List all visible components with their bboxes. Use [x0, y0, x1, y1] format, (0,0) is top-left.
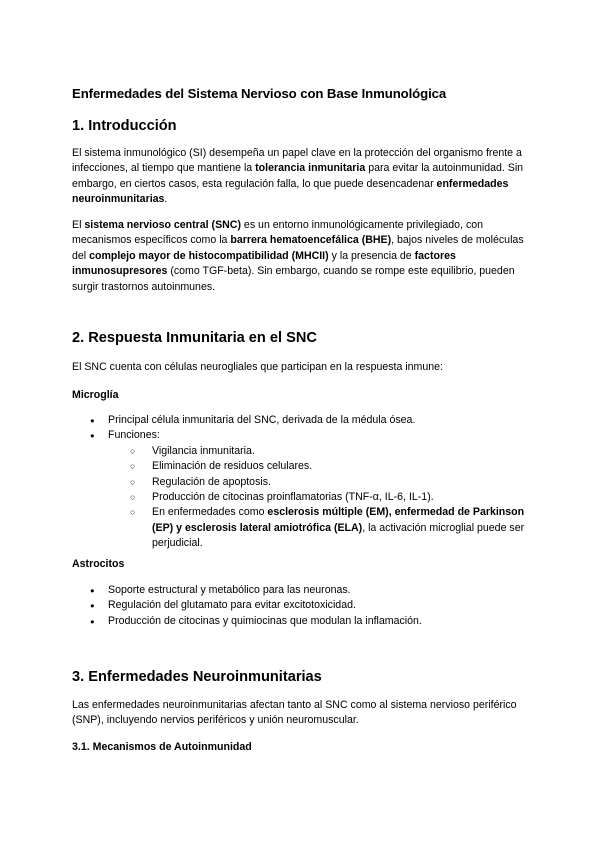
document-title: Enfermedades del Sistema Nervioso con Base Inmunológica	[72, 86, 447, 101]
text-run: Producción de citocinas proinflamatorias (TNF-α, IL-6, IL-1).	[152, 491, 434, 504]
microglia-list	[90, 413, 530, 552]
section-3-paragraph: Las enfermedades neuroinmunitarias afectan tanto al SNC como al sistema nervioso periférico (SNP), incluyendo nervios periféricos y unión neuromuscular.	[72, 699, 517, 727]
list-item: ● Principal célula inmunitaria del SNC, derivada de la médula ósea.	[90, 413, 530, 428]
text-run: .	[164, 193, 168, 206]
list-item: ● Regulación del glutamato para evitar excitotoxicidad.	[90, 598, 530, 613]
list-item-label: Funciones:	[108, 429, 160, 442]
text-run: es un entorno inmunológicamente privilegiado, con mecanismos específicos como la	[72, 219, 484, 247]
text-run: (como TGF-beta). Sin embargo, cuando se rompe este equilibrio, pueden surgir trastornos autoinmunes.	[72, 265, 515, 293]
sub-list-item	[130, 444, 530, 459]
bold-term: sistema nervioso central (SNC)	[84, 219, 241, 231]
list-item: ● Soporte estructural y metabólico para las neuronas.	[90, 583, 530, 598]
bold-term: complejo mayor de histocompatibilidad (MHCII)	[89, 249, 329, 262]
text-run: y la presencia de	[328, 249, 415, 262]
microglia-heading: Microglía	[72, 389, 119, 401]
text-run: Regulación de apoptosis.	[152, 475, 271, 488]
sub-list-item	[130, 475, 530, 490]
astrocitos-heading: Astrocitos	[72, 558, 125, 570]
text-run: Vigilancia inmunitaria.	[152, 444, 255, 457]
sub-list-item	[130, 505, 530, 551]
section-3-heading: 3. Enfermedades Neuroinmunitarias	[72, 669, 322, 685]
text-run: El sistema inmunológico (SI) desempeña un papel clave en la protección del organismo frente a infecciones, al tiempo que mantiene la	[72, 147, 522, 175]
section-1-heading: 1. Introducción	[72, 118, 177, 134]
bold-term: barrera hematoencefálica (BHE)	[230, 234, 392, 247]
text-run: , bajos niveles de moléculas del	[72, 234, 524, 262]
text-run: Eliminación de residuos celulares.	[152, 460, 313, 473]
bold-term: enfermedades neuroinmunitarias	[72, 177, 509, 206]
sub-list-item	[130, 459, 530, 474]
bold-term: tolerancia inmunitaria	[255, 162, 366, 175]
section-1-paragraph-1	[72, 146, 532, 208]
section-2-intro: El SNC cuenta con células neurogliales que participan en la respuesta inmune:	[72, 361, 444, 373]
text-run: El	[72, 219, 85, 231]
list-item: ● Producción de citocinas y quimiocinas que modulan la inflamación.	[90, 614, 530, 629]
section-1-paragraph-2	[72, 218, 532, 295]
section-2-heading: 2. Respuesta Inmunitaria en el SNC	[72, 330, 317, 346]
microglia-functions-list	[108, 444, 530, 552]
sub-list-item	[130, 490, 530, 505]
text-run: En enfermedades como	[152, 506, 268, 519]
section-3-1-heading: 3.1. Mecanismos de Autoinmunidad	[72, 741, 252, 753]
list-item	[90, 428, 530, 551]
astrocitos-list	[90, 583, 530, 629]
text-run: , la activación microglial puede ser perjudicial.	[152, 521, 525, 550]
bold-term: esclerosis múltiple (EM), enfermedad de Parkinson (EP) y esclerosis lateral amiotrófica (ELA)	[152, 506, 525, 534]
bold-term: factores inmunosupresores	[72, 249, 456, 278]
text-run: para evitar la autoinmunidad. Sin embargo, en ciertos casos, esta regulación falla, lo que puede desencadenar	[72, 162, 524, 190]
